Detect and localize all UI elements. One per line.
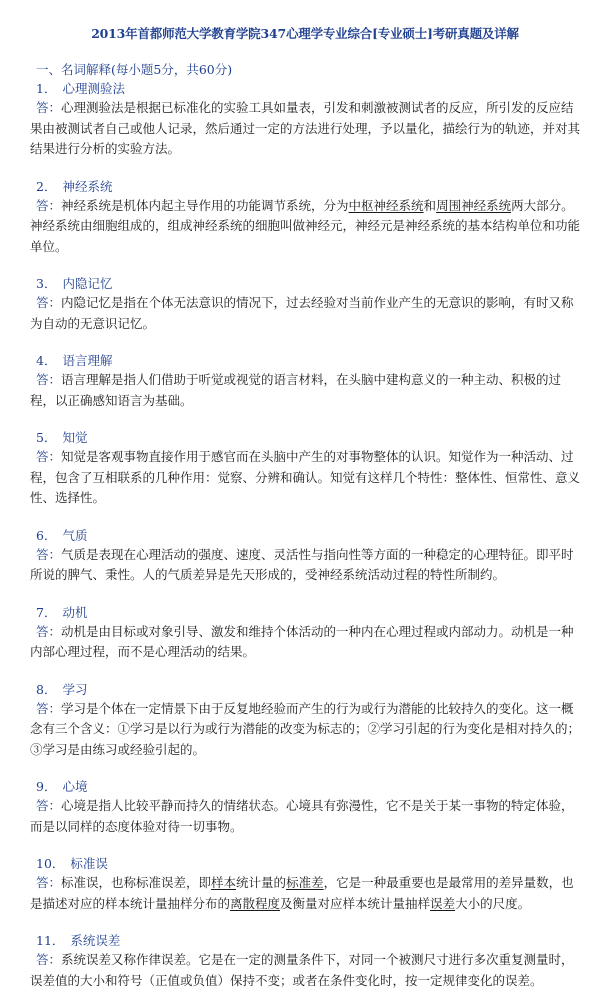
item-title: 10． 标准误 [36,856,108,871]
list-item [30,855,580,914]
item-answer: 答：知觉是客观事物直接作用于感官而在头脑中产生的对事物整体的认识。知觉作为一种活动、过程，包含了互相联系的几种作用：觉察、分辨和确认。知觉有这样几个特性：整体性、恒常性、意义性、选择性。 [30,449,581,505]
item-title: 2． 神经系统 [36,178,113,194]
item-answer: 答：内隐记忆是指在个体无法意识的情况下，过去经验对当前作业产生的无意识的影响，有时又称为自动的无意识记忆。 [30,295,574,331]
item-answer: 答：语言理解是指人们借助于听觉或视觉的语言材料，在头脑中建构意义的一种主动、积极的过程，以正确感知语言为基础。 [30,372,562,408]
item-answer: 答：标准误，也称标准误差，即样本统计量的标准差，它是一种最重要也是最常用的差异量数，也是描述对应的样本统计量抽样分布的离散程度及衡量对应样本统计量抽样误差大小的尺度。 [30,875,574,911]
item-title: 3． 内隐记忆 [36,276,113,291]
item-answer: 答：动机是由目标或对象引导、激发和维持个体活动的一种内在心理过程或内部动力。动机是一种内部心理过程，而不是心理活动的结果。 [30,623,574,659]
list-item [30,527,580,586]
list-item [30,778,580,837]
list-item [30,429,580,509]
section-heading: 一、名词解释(每小题5分，共60分) [36,62,233,77]
item-title: 6． 气质 [36,527,88,543]
item-answer: 答：学习是个体在一定情景下由于反复地经验而产生的行为或行为潜能的比较持久的变化。这一概念有三个含义：①学习是以行为或行为潜能的改变为标志的；②学习引起的行为变化是相对持久的；③学习是由练习或经验引起的。 [30,700,581,757]
list-item [30,932,580,991]
list-item [30,275,580,334]
item-answer: 答：心理测验法是根据已标准化的实验工具如量表，引发和刺激被测试者的反应，所引发的反应结果由被测试者自己或他人记录，然后通过一定的方法进行处理，予以量化，描绘行为的轨迹，并对其结果进行分析的实验方法。 [30,100,581,156]
item-answer: 答：系统误差又称作律误差。它是在一定的测量条件下，对同一个被测尺寸进行多次重复测量时，误差值的大小和符号（正值或负值）保持不变；或者在条件变化时，按一定规律变化的误差。 [30,952,574,988]
item-title: 7． 动机 [36,604,88,620]
list-item [30,352,580,411]
item-title: 1． 心理测验法 [36,81,125,96]
item-title: 8． 学习 [36,681,88,697]
item-title: 4． 语言理解 [36,353,113,368]
list-item [30,681,580,761]
item-answer: 答：气质是表现在心理活动的强度、速度、灵活性与指向性等方面的一种稳定的心理特征。即平时所说的脾气、秉性。人的气质差异是先天形成的，受神经系统活动过程的特性所制约。 [30,546,574,582]
page-title: 2013年首都师范大学教育学院347心理学专业综合[专业硕士]考研真题及详解 [91,26,519,41]
list-item [30,604,580,663]
item-answer: 答：心境是指人比较平静而持久的情绪状态。心境具有弥漫性，它不是关于某一事物的特定体验，而是以同样的态度体验对待一切事物。 [30,798,574,834]
item-answer: 答：神经系统是机体内起主导作用的功能调节系统，分为中枢神经系统和周围神经系统两大部分。神经系统由细胞组成的，组成神经系统的细胞叫做神经元，神经元是神经系统的基本结构单位和功能单位。 [30,197,581,254]
item-title: 11． 系统误差 [36,933,121,948]
list-item [30,80,580,160]
list-item [30,178,580,258]
item-title: 5． 知觉 [36,430,88,445]
item-title: 9． 心境 [36,779,88,794]
